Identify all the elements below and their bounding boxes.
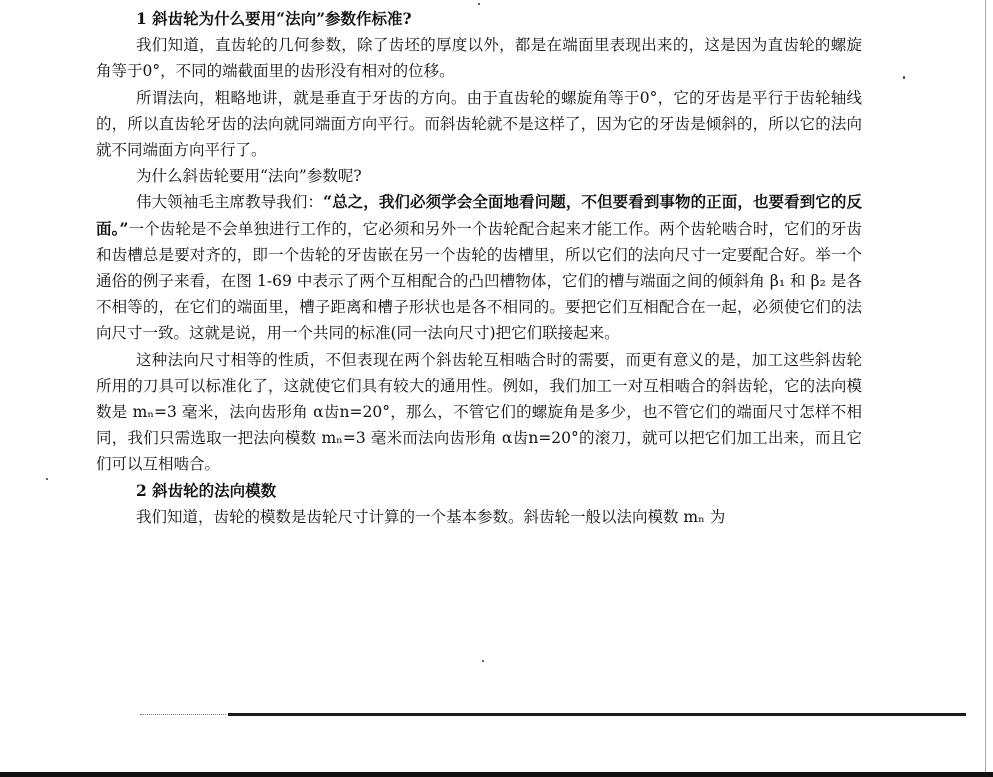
page-body — [96, 6, 862, 530]
paragraph-4 — [96, 189, 862, 346]
scan-speck — [46, 478, 48, 480]
scan-speck — [482, 660, 484, 662]
paragraph-6: 我们知道，齿轮的模数是齿轮尺寸计算的一个基本参数。斜齿轮一般以法向模数 mₙ 为 — [136, 507, 726, 526]
quote-intro: 伟大领袖毛主席教导我们： — [136, 193, 324, 212]
quote-text: “总之，我们必须学会全面地看问题，不但要看到事物的正面，也要看到它的反面。” — [96, 192, 862, 238]
section-heading-2: 2 斜齿轮的法向模数 — [136, 480, 277, 500]
scan-edge-right — [985, 0, 986, 772]
paragraph-5: 这种法向尺寸相等的性质，不但表现在两个斜齿轮互相啮合时的需要，而更有意义的是，加工这些斜齿轮所用的刀具可以标准化了，这就使它们具有较大的通用性。例如，我们加工一对互相啮合的斜齿轮，它的法向模数是 mₙ=3 毫米，法向齿形角 α齿n=20°，那么，不管它们的螺旋角是多少，也不管它们的端面尺寸怎样不相同，我们只需选取一把法向模数 mₙ=3 毫米而法向齿形角 α齿n=20°的滚刀，就可以把它们加工出来，而且它们可以互相啮合。 — [96, 350, 862, 474]
paragraph-4-body: 一个齿轮是不会单独进行工作的，它必须和另外一个齿轮配合起来才能工作。两个齿轮啮合时，它们的牙齿和齿槽总是要对齐的，即一个齿轮的牙齿嵌在另一个齿轮的齿槽里，所以它们的法向尺寸一定要配合好。举一个通俗的例子来看，在图 1-69 中表示了两个互相配合的凸凹槽物体，它们的槽与端面之间的倾斜角 β₁ 和 β₂ 是各不相等的，在它们的端面里，槽子距离和槽子形状也是各不相同的。要把它们互相配合在一起，必须使它们的法向尺寸一致。这就是说，用一个共同的标准(同一法向尺寸)把它们联接起来。 — [96, 219, 862, 343]
paragraph-2: 所谓法向，粗略地讲，就是垂直于牙齿的方向。由于直齿轮的螺旋角等于0°，它的牙齿是平行于齿轮轴线的，所以直齿轮牙齿的法向就同端面方向平行。而斜齿轮就不是这样了，因为它的牙齿是倾斜的，所以它的法向就不同端面方向平行了。 — [96, 88, 862, 160]
scan-edge-bottom — [0, 772, 993, 777]
scan-speck — [478, 3, 480, 5]
scan-speck — [903, 76, 905, 79]
paragraph-1: 我们知道，直齿轮的几何参数，除了齿坯的厚度以外，都是在端面里表现出来的，这是因为直齿轮的螺旋角等于0°，不同的端截面里的齿形没有相对的位移。 — [96, 36, 862, 81]
paragraph-3: 为什么斜齿轮要用“法向”参数呢? — [136, 167, 362, 186]
dotted-rule — [140, 714, 226, 715]
footer-rule — [228, 713, 966, 716]
section-heading-1: 1 斜齿轮为什么要用“法向”参数作标准? — [136, 9, 412, 28]
